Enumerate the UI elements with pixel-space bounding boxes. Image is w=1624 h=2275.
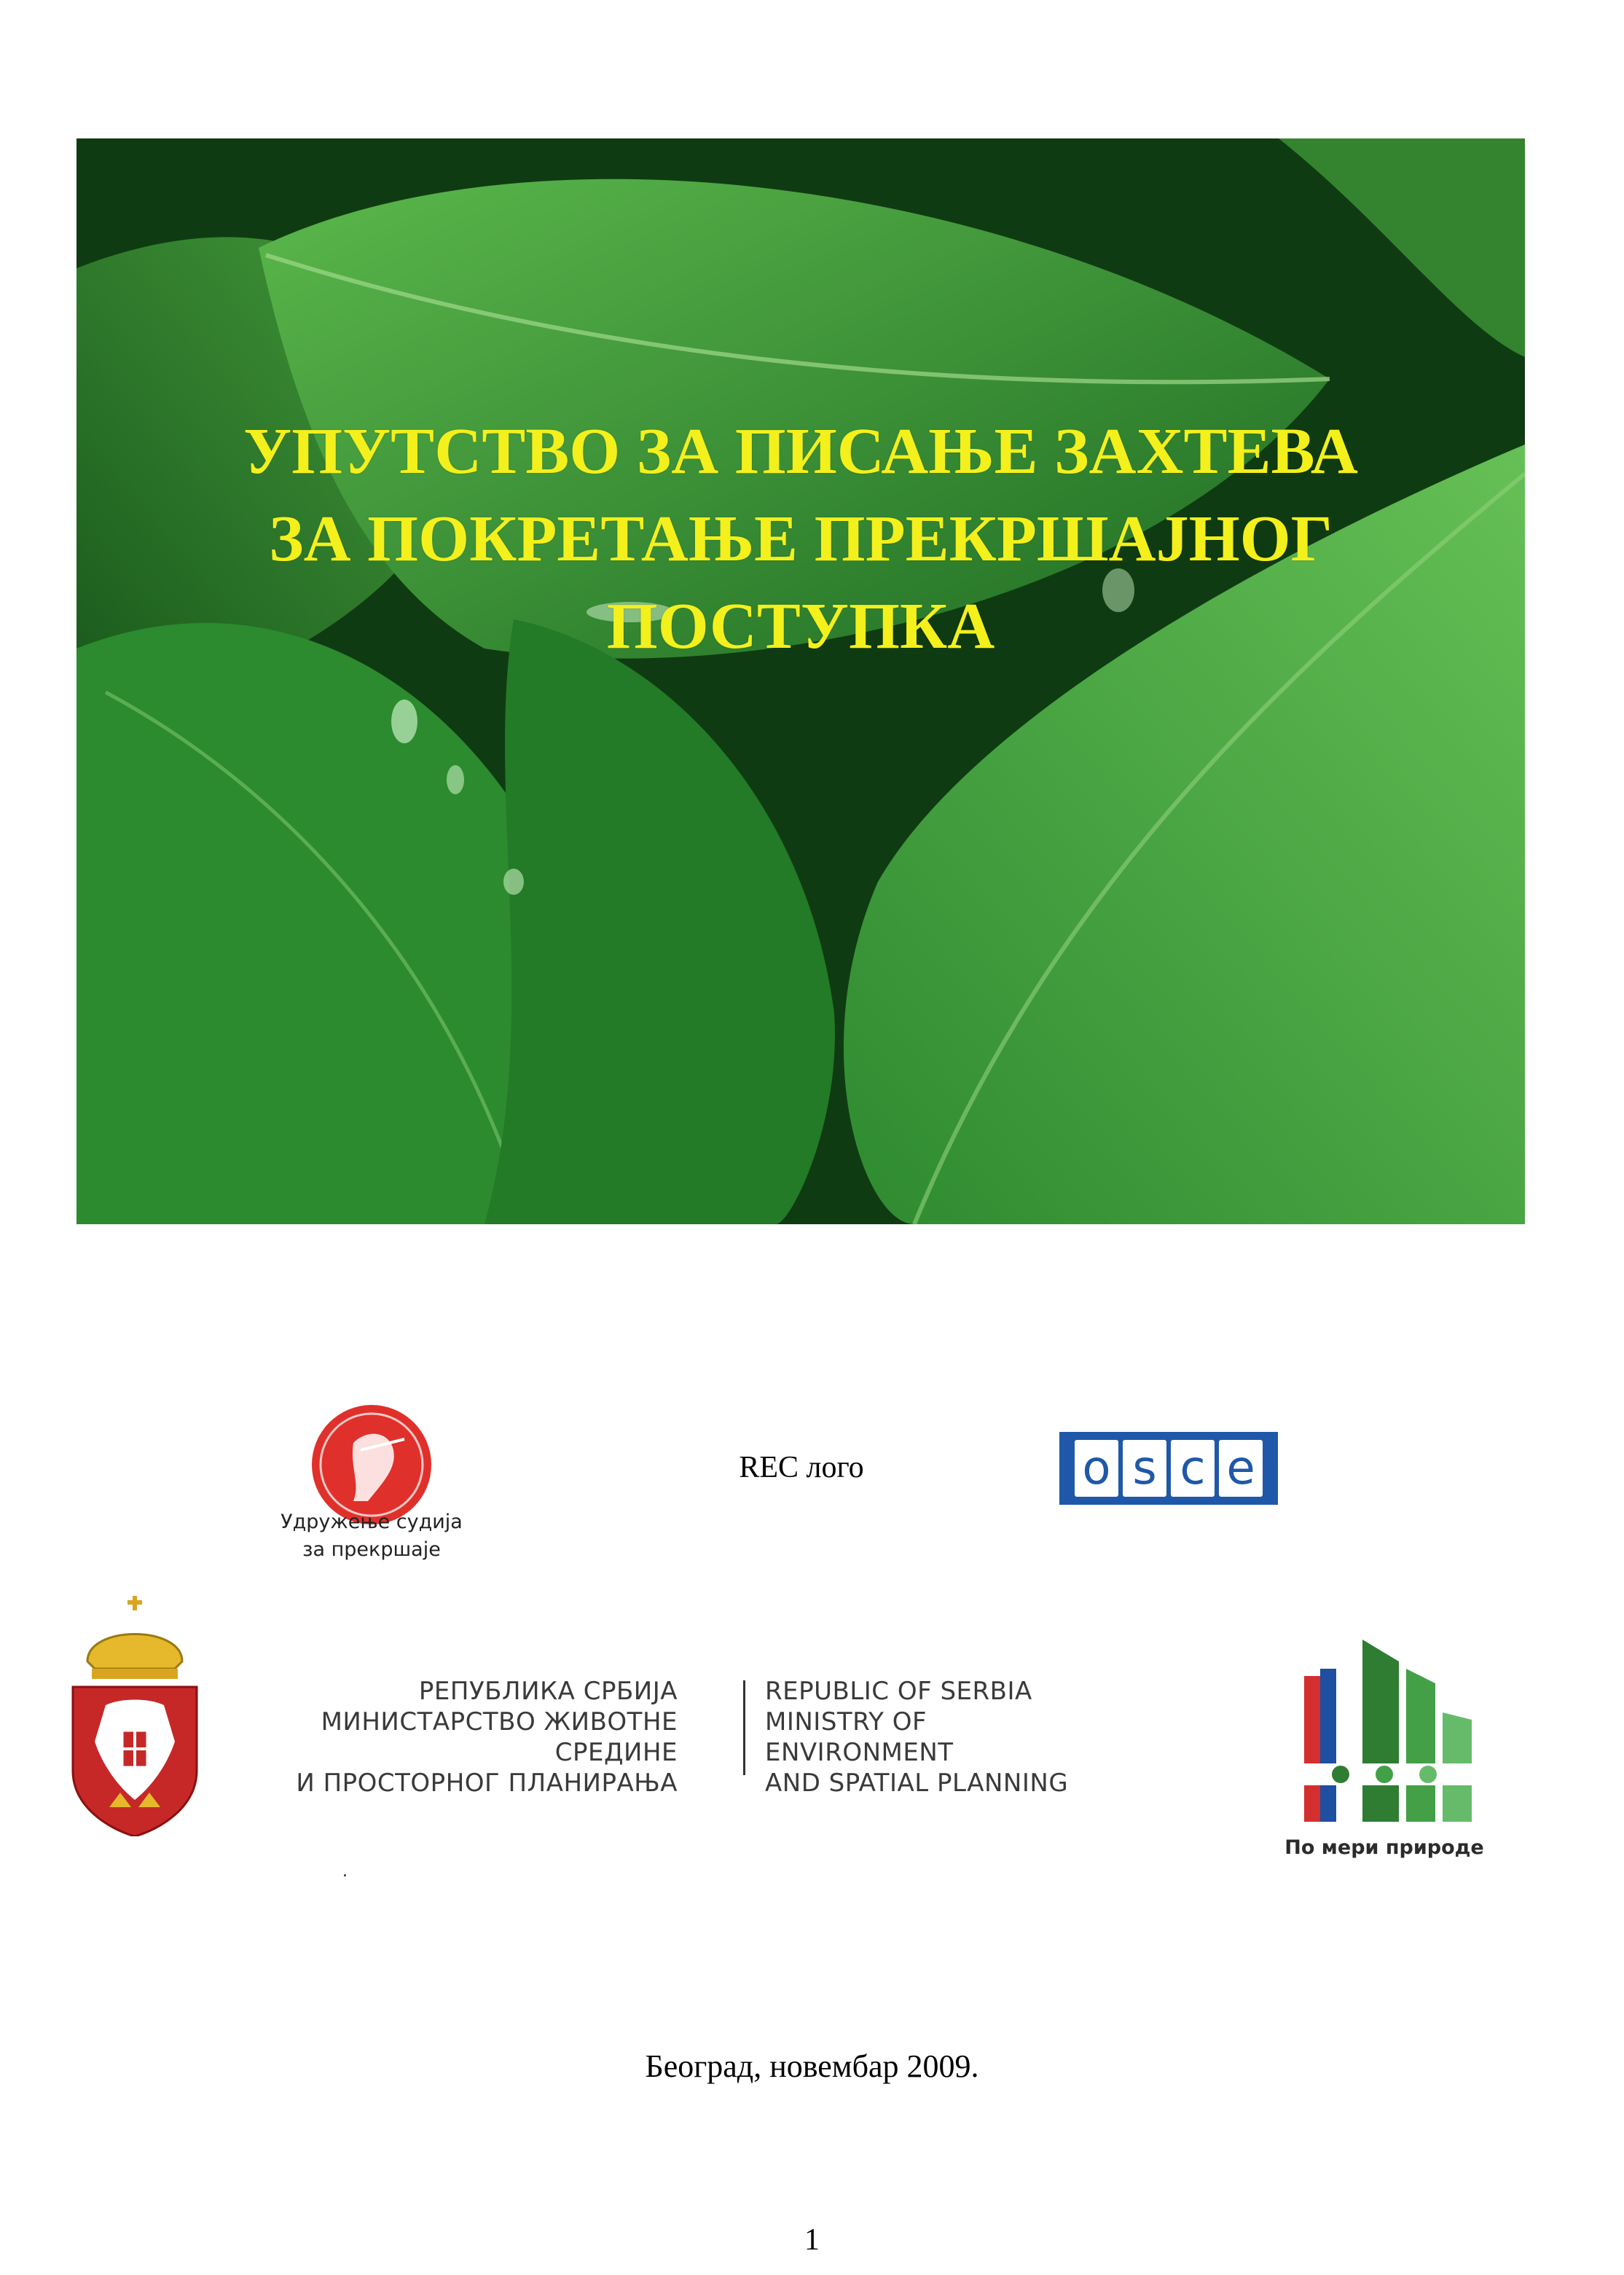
po-meri-prirode-logo-icon (1290, 1640, 1486, 1822)
ministry-name-en: REPUBLIC OF SERBIA MINISTRY OF ENVIRONMENT AND SPATIAL PLANNING (765, 1677, 1069, 1798)
ministry-name-sr: РЕПУБЛИКА СРБИЈА МИНИСТАРСТВО ЖИВОТНЕ СРЕДИНЕ И ПРОСТОРНОГ ПЛАНИРАЊА (296, 1677, 678, 1798)
serbian-coat-of-arms-icon (66, 1596, 204, 1836)
title-line-1: УПУТСТВО ЗА ПИСАЊЕ ЗАХТЕВА (243, 415, 1358, 488)
ministry-divider (743, 1680, 745, 1775)
stray-dot (344, 1874, 346, 1876)
osce-letter-c: c (1171, 1440, 1215, 1497)
judges-association-label: Удружење судија за прекршаје (281, 1511, 463, 1561)
place-and-date: Београд, новембар 2009. (645, 2048, 979, 2084)
po-meri-prirode-label: По мери природе (1284, 1836, 1484, 1859)
cover-image (77, 138, 1525, 1224)
osce-logo (1059, 1432, 1278, 1505)
document-title (77, 408, 1525, 670)
title-line-2: ЗА ПОКРЕТАЊЕ ПРЕКРШАЈНОГ (269, 503, 1333, 575)
ministry-logo (262, 1676, 1093, 1798)
osce-letter-o: o (1075, 1440, 1118, 1497)
leaves-illustration (77, 138, 1525, 1224)
rec-logo-placeholder: REC лого (739, 1451, 864, 1484)
osce-letter-s: s (1123, 1440, 1166, 1497)
page-number: 1 (804, 2223, 820, 2257)
title-line-3: ПОСТУПКА (606, 590, 995, 662)
osce-letter-e: e (1219, 1440, 1263, 1497)
